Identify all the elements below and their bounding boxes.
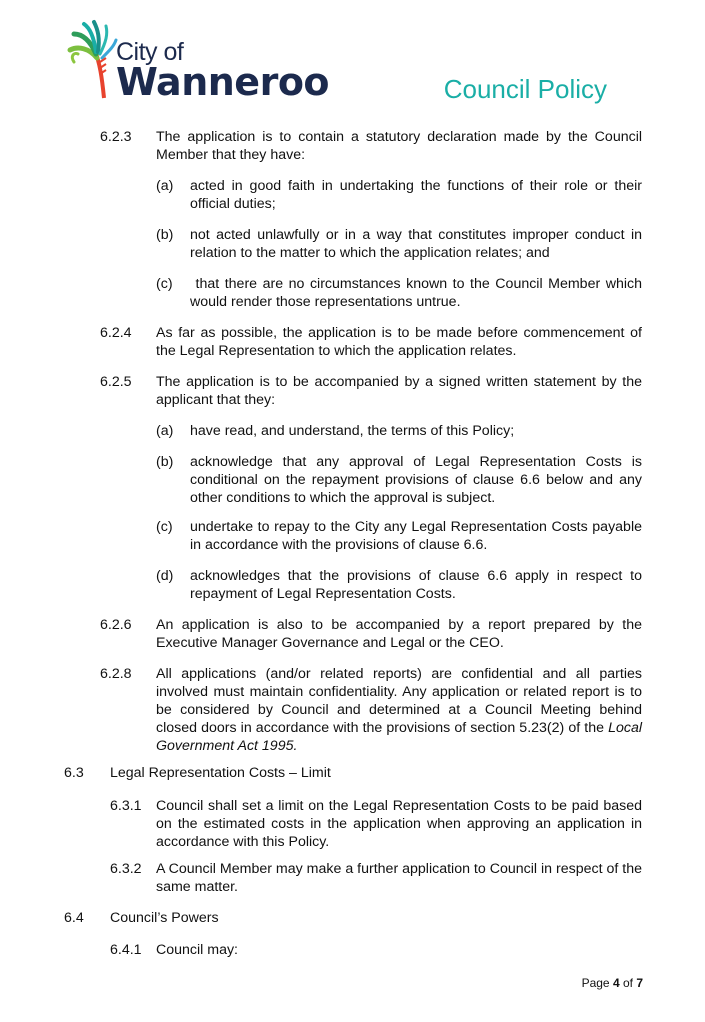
clause-text: The application is to contain a statutory declaration made by the Council Member that they have: [156, 129, 642, 163]
item-text: not acted unlawfully or in a way that constitutes improper conduct in relation to the matter to which the application relates; and [190, 227, 642, 261]
logo-wanneroo: Wanneroo [116, 60, 330, 104]
item-text: undertake to repay to the City any Legal Representation Costs payable in accordance with the provisions of clause 6.6. [190, 519, 642, 553]
clause-text: Council may: [156, 942, 239, 958]
clause-number: 6.3.1 [110, 798, 142, 814]
item-label: (c) [156, 519, 173, 535]
city-of-wanneroo-logo [64, 18, 330, 104]
kangaroo-paw-icon [64, 18, 124, 104]
item-text: have read, and understand, the terms of this Policy; [190, 423, 515, 439]
clause-text: As far as possible, the application is to be made before commencement of the Legal Representation to which the application relates. [156, 325, 642, 359]
item-label: (a) [156, 178, 174, 194]
clause-number: 6.3.2 [110, 861, 142, 877]
section-number: 6.4 [64, 910, 84, 926]
clause-text [156, 665, 642, 755]
page-sep: of [619, 976, 637, 990]
clause-number: 6.2.6 [100, 617, 132, 633]
clause-number: 6.2.8 [100, 666, 132, 682]
clause-number: 6.2.5 [100, 374, 132, 390]
clause-text: The application is to be accompanied by a signed written statement by the applicant that they: [156, 374, 642, 408]
section-number: 6.3 [64, 765, 84, 781]
clause-number: 6.2.4 [100, 325, 132, 341]
page-number [582, 976, 643, 990]
page-total: 7 [636, 976, 643, 990]
document-type-title: Council Policy [443, 74, 607, 104]
clause-text: A Council Member may make a further application to Council in respect of the same matter. [156, 861, 642, 895]
item-text: acknowledges that the provisions of clause 6.6 apply in respect to repayment of Legal Representation Costs. [190, 568, 642, 602]
item-label: (b) [156, 227, 174, 243]
clause-text: Council shall set a limit on the Legal Representation Costs to be paid based on the estimated costs in the application when approving an application in accordance with this Policy. [156, 798, 642, 850]
item-label: (c) [156, 276, 173, 292]
item-text: acknowledge that any approval of Legal Representation Costs is conditional on the repayment provisions of clause 6.6 below and any other conditions to which the approval is subject. [190, 454, 642, 506]
item-text: that there are no circumstances known to the Council Member which would render those representations untrue. [190, 276, 646, 310]
page-prefix: Page [581, 976, 613, 990]
section-heading: Legal Representation Costs – Limit [110, 765, 331, 781]
clause-text-body: All applications (and/or related reports) are confidential and all parties involved must maintain confidentiality. Any application or related report is to be considered by Council and determined at a Council Meeting behind closed doors in accordance with the provisions of section 5.23(2) of the [156, 666, 642, 736]
clause-number: 6.2.3 [100, 129, 132, 145]
item-label: (d) [156, 568, 174, 584]
logo-city-of: City of [116, 38, 184, 66]
item-label: (b) [156, 454, 174, 470]
clause-number: 6.4.1 [110, 942, 142, 958]
page-current: 4 [612, 976, 620, 990]
item-label: (a) [156, 423, 174, 439]
act-citation: Local Government Act 1995. [156, 720, 642, 754]
item-text: acted in good faith in undertaking the functions of their role or their official duties; [190, 178, 642, 212]
clause-text: An application is also to be accompanied by a report prepared by the Executive Manager Governance and Legal or the CEO. [156, 617, 642, 651]
section-heading: Council’s Powers [110, 910, 219, 926]
